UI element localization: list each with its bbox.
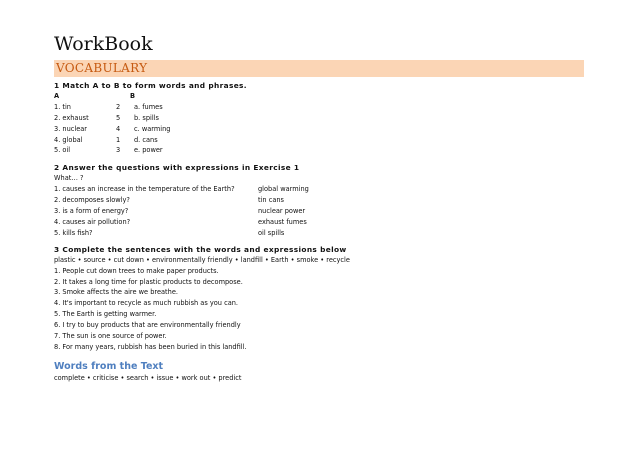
page-title: WorkBook — [54, 33, 153, 55]
match-row — [54, 102, 584, 113]
match-left: 1. tin — [54, 102, 71, 111]
column-b-label: B — [130, 92, 136, 100]
exercise-1 — [54, 80, 584, 156]
exercise-1-column-headers — [54, 91, 584, 102]
answer-text: tin cans — [258, 196, 284, 205]
words-from-text — [54, 360, 584, 384]
exercise-2-intro: What… ? — [54, 174, 84, 183]
question-row — [54, 195, 584, 206]
match-answer: 1 — [116, 135, 121, 144]
answer-text: oil spills — [258, 228, 285, 237]
question-text: 5. kills fish? — [54, 228, 93, 237]
question-text: 3. is a form of energy? — [54, 207, 129, 216]
match-answer: 2 — [116, 102, 121, 111]
words-list: complete • criticise • search • issue • work out • predict — [54, 373, 242, 382]
match-left: 2. exhaust — [54, 113, 89, 122]
match-row — [54, 145, 584, 156]
answer-text: nuclear power — [258, 207, 306, 216]
workbook-page — [54, 32, 584, 384]
answer-text: exhaust fumes — [258, 217, 307, 226]
question-text: 1. causes an increase in the temperature of the Earth? — [54, 185, 235, 194]
answer-text: global warming — [258, 185, 309, 194]
match-left: 3. nuclear — [54, 124, 88, 133]
question-row — [54, 206, 584, 217]
word-bank: plastic • source • cut down • environmentally friendly • landfill • Earth • smoke • recycle — [54, 255, 350, 264]
question-row — [54, 228, 584, 239]
sentence: 4. It's important to recycle as much rubbish as you can. — [54, 299, 239, 308]
sentence: 8. For many years, rubbish has been buried in this landfill. — [54, 342, 247, 351]
exercise-2 — [54, 162, 584, 238]
sentence: 5. The Earth is getting warmer. — [54, 310, 157, 319]
match-right: d. cans — [134, 135, 158, 144]
question-text: 2. decomposes slowly? — [54, 196, 130, 205]
match-answer: 5 — [116, 113, 121, 122]
exercise-3 — [54, 244, 584, 353]
column-a-label: A — [54, 92, 60, 100]
match-right: c. warming — [134, 124, 171, 133]
match-answer: 4 — [116, 124, 121, 133]
sentence: 6. I try to buy products that are environmentally friendly — [54, 321, 241, 330]
exercise-1-heading: 1 Match A to B to form words and phrases. — [54, 81, 247, 90]
match-answer: 3 — [116, 146, 121, 155]
sentence: 7. The sun is one source of power. — [54, 332, 167, 341]
words-from-text-heading: Words from the Text — [54, 360, 164, 372]
exercise-2-heading: 2 Answer the questions with expressions in Exercise 1 — [54, 163, 300, 173]
sentence: 1. People cut down trees to make paper products. — [54, 266, 219, 275]
vocabulary-band: VOCABULARY — [54, 60, 584, 77]
match-row — [54, 135, 584, 146]
match-left: 5. oil — [54, 146, 71, 155]
question-text: 4. causes air pollution? — [54, 217, 131, 226]
match-row — [54, 113, 584, 124]
match-row — [54, 124, 584, 135]
exercise-3-heading: 3 Complete the sentences with the words and expressions below — [54, 244, 347, 254]
sentence: 2. It takes a long time for plastic products to decompose. — [54, 277, 243, 286]
question-row — [54, 184, 584, 195]
match-right: a. fumes — [134, 102, 163, 111]
sentence: 3. Smoke affects the aire we breathe. — [54, 288, 178, 297]
question-row — [54, 217, 584, 228]
match-left: 4. global — [54, 135, 83, 144]
match-right: e. power — [134, 146, 163, 155]
match-right: b. spills — [134, 113, 159, 122]
